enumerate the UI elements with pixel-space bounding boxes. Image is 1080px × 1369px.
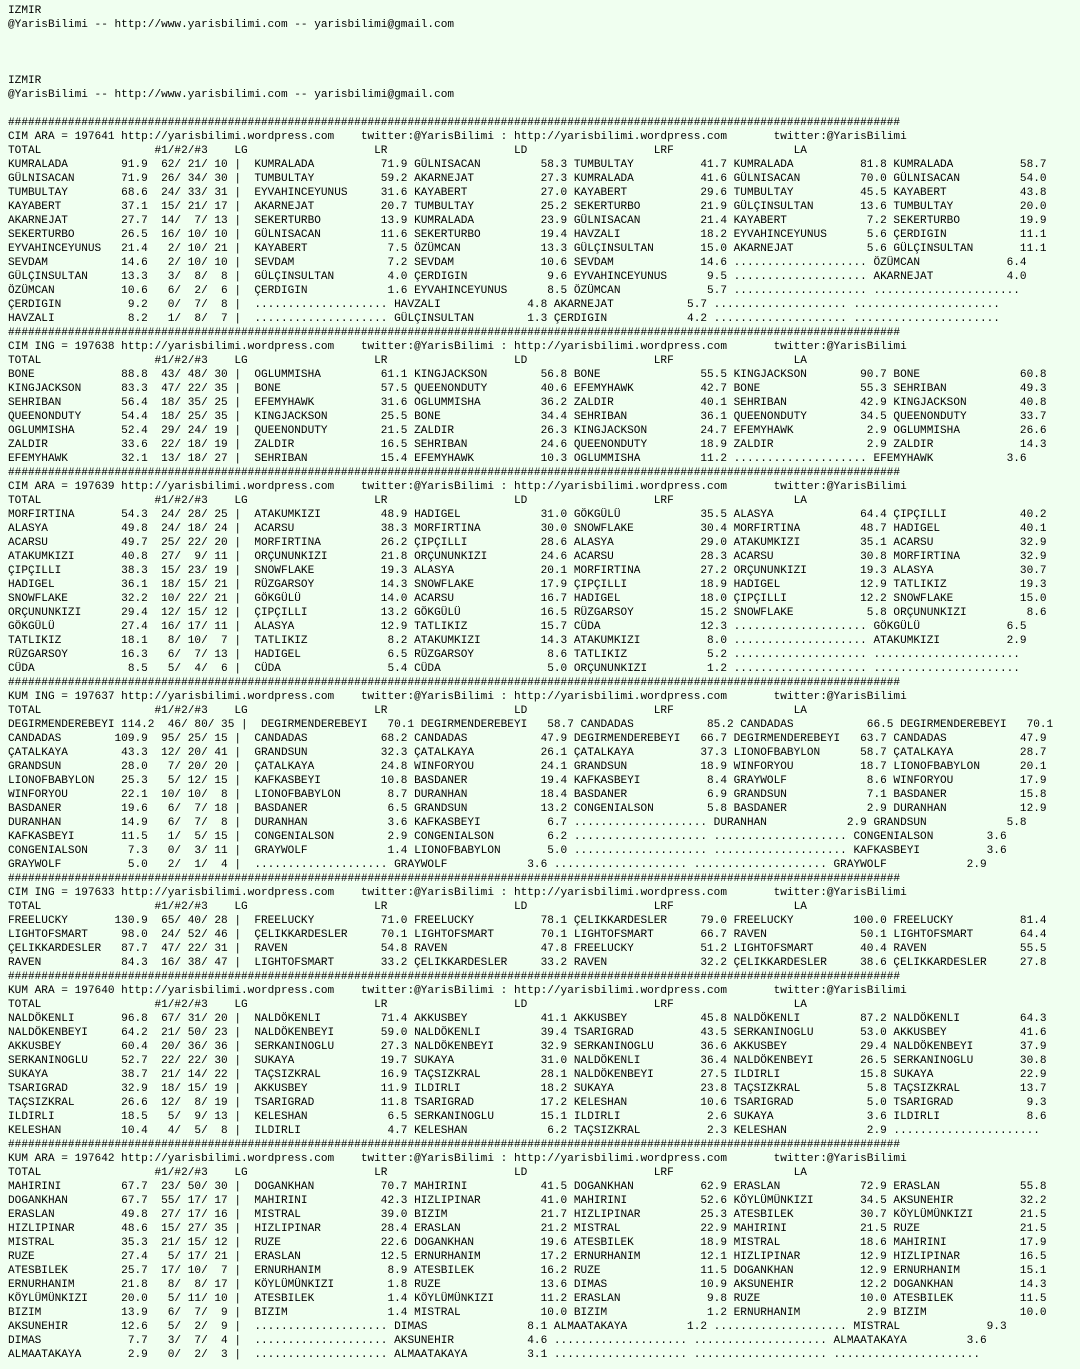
table-row: CÜDA 8.5 5/ 4/ 6 | CÜDA 5.4 CÜDA 5.0 ORÇUNUNKIZI 1.2 .................... ...................... [8,663,1020,675]
table-row: MAHIRINI 67.7 23/ 50/ 30 | DOGANKHAN 70.7 MAHIRINI 41.5 DOGANKHAN 62.9 ERASLAN 72.9 ERASLAN 55.8 [8,1181,1047,1193]
column-header-row: TOTAL #1/#2/#3 LG LR LD LRF LA [8,999,807,1011]
race-report-document [8,4,1053,1362]
table-row: ORÇUNUNKIZI 29.4 12/ 15/ 12 | ÇIPÇILLI 13.2 GÖKGÜLÜ 16.5 RÜZGARSOY 15.2 SNOWFLAKE 5.8 ORÇUNUNKIZI 8.6 [8,607,1047,619]
table-row: SEVDAM 14.6 2/ 10/ 10 | SEVDAM 7.2 SEVDAM 10.6 SEVDAM 14.6 .................... ÖZÜMCAN 6.4 [8,257,1027,269]
column-header-row: TOTAL #1/#2/#3 LG LR LD LRF LA [8,1167,807,1179]
table-row: KAFKASBEYI 11.5 1/ 5/ 15 | CONGENIALSON 2.9 CONGENIALSON 6.2 .................... .................... CONGENIALSON 3.6 [8,831,1007,843]
table-row: ÇERDIGIN 9.2 0/ 7/ 8 | .................... HAVZALI 4.8 AKARNEJAT 5.7 .................... ...................... [8,299,1000,311]
race-title: CIM ARA = 197639 http://yarisbilimi.wordpress.com twitter:@YarisBilimi : http://yarisbilimi.wordpress.com twitter:@YarisBilimi [8,481,907,493]
table-row: KAYABERT 37.1 15/ 21/ 17 | AKARNEJAT 20.7 TUMBULTAY 25.2 SEKERTURBO 21.9 GÜLÇINSULTAN 13.6 TUMBULTAY 20.0 [8,201,1047,213]
section-separator: ###################################################################################################################################### [8,971,901,983]
table-row: ÇIPÇILLI 38.3 15/ 23/ 19 | SNOWFLAKE 19.3 ALASYA 20.1 MORFIRTINA 27.2 ORÇUNUNKIZI 19.3 ALASYA 30.7 [8,565,1047,577]
table-row: NALDÖKENLI 96.8 67/ 31/ 20 | NALDÖKENLI 71.4 AKKUSBEY 41.1 AKKUSBEY 45.8 NALDÖKENLI 87.2 NALDÖKENLI 64.3 [8,1013,1047,1025]
table-row: NALDÖKENBEYI 64.2 21/ 50/ 23 | NALDÖKENBEYI 59.0 NALDÖKENLI 39.4 TSARIGRAD 43.5 SERKANINOGLU 53.0 AKKUSBEY 41.6 [8,1027,1047,1039]
table-row: TSARIGRAD 32.9 18/ 15/ 19 | AKKUSBEY 11.9 ILDIRLI 18.2 SUKAYA 23.8 TAÇSIZKRAL 5.8 TAÇSIZKRAL 13.7 [8,1083,1047,1095]
race-title: CIM ING = 197633 http://yarisbilimi.wordpress.com twitter:@YarisBilimi : http://yarisbilimi.wordpress.com twitter:@YarisBilimi [8,887,907,899]
table-row: CANDADAS 109.9 95/ 25/ 15 | CANDADAS 68.2 CANDADAS 47.9 DEGIRMENDEREBEYI 66.7 DEGIRMENDEREBEYI 63.7 CANDADAS 47.9 [8,733,1047,745]
column-header-row: TOTAL #1/#2/#3 LG LR LD LRF LA [8,355,807,367]
table-row: GÜLNISACAN 71.9 26/ 34/ 30 | TUMBULTAY 59.2 AKARNEJAT 27.3 KUMRALADA 41.6 GÜLNISACAN 70.0 GÜLNISACAN 54.0 [8,173,1047,185]
section-separator: ###################################################################################################################################### [8,467,901,479]
table-row: SEKERTURBO 26.5 16/ 10/ 10 | GÜLNISACAN 11.6 SEKERTURBO 19.4 HAVZALI 18.2 EYVAHINCEYUNUS 5.6 ÇERDIGIN 11.1 [8,229,1047,241]
section-separator: ###################################################################################################################################### [8,1139,901,1151]
table-row: EFEMYHAWK 32.1 13/ 18/ 27 | SEHRIBAN 15.4 EFEMYHAWK 10.3 OGLUMMISHA 11.2 .................... EFEMYHAWK 3.6 [8,453,1027,465]
column-header-row: TOTAL #1/#2/#3 LG LR LD LRF LA [8,901,807,913]
table-row: ALASYA 49.8 24/ 18/ 24 | ACARSU 38.3 MORFIRTINA 30.0 SNOWFLAKE 30.4 MORFIRTINA 48.7 HADIGEL 40.1 [8,523,1047,535]
table-row: DURANHAN 14.9 6/ 7/ 8 | DURANHAN 3.6 KAFKASBEYI 6.7 .................... DURANHAN 2.9 GRANDSUN 5.8 [8,817,1027,829]
column-header-row: TOTAL #1/#2/#3 LG LR LD LRF LA [8,495,807,507]
header-line [8,102,1053,116]
table-row: QUEENONDUTY 54.4 18/ 25/ 35 | KINGJACKSON 25.5 BONE 34.4 SEHRIBAN 36.1 QUEENONDUTY 34.5 QUEENONDUTY 33.7 [8,411,1047,423]
race-title: KUM ARA = 197640 http://yarisbilimi.wordpress.com twitter:@YarisBilimi : http://yarisbilimi.wordpress.com twitter:@YarisBilimi [8,985,907,997]
table-row: DOGANKHAN 67.7 55/ 17/ 17 | MAHIRINI 42.3 HIZLIPINAR 41.0 MAHIRINI 52.6 KÖYLÜMÜNKIZI 34.5 AKSUNEHIR 32.2 [8,1195,1047,1207]
table-row: WINFORYOU 22.1 10/ 10/ 8 | LIONOFBABYLON 8.7 DURANHAN 18.4 BASDANER 6.9 GRANDSUN 7.1 BASDANER 15.8 [8,789,1047,801]
header-line: IZMIR [8,5,42,17]
table-row: BIZIM 13.9 6/ 7/ 9 | BIZIM 1.4 MISTRAL 10.0 BIZIM 1.2 ERNURHANIM 2.9 BIZIM 10.0 [8,1307,1047,1319]
section-separator: ###################################################################################################################################### [8,327,901,339]
table-row: RUZE 27.4 5/ 17/ 21 | ERASLAN 12.5 ERNURHANIM 17.2 ERNURHANIM 12.1 HIZLIPINAR 12.9 HIZLIPINAR 16.5 [8,1251,1047,1263]
table-row: BASDANER 19.6 6/ 7/ 18 | BASDANER 6.5 GRANDSUN 13.2 CONGENIALSON 5.8 BASDANER 2.9 DURANHAN 12.9 [8,803,1047,815]
table-row: RÜZGARSOY 16.3 6/ 7/ 13 | HADIGEL 6.5 RÜZGARSOY 8.6 TATLIKIZ 5.2 .................... ...................... [8,649,1020,661]
table-row: BONE 88.8 43/ 48/ 30 | OGLUMMISHA 61.1 KINGJACKSON 56.8 BONE 55.5 KINGJACKSON 90.7 BONE 60.8 [8,369,1047,381]
table-row: KUMRALADA 91.9 62/ 21/ 10 | KUMRALADA 71.9 GÜLNISACAN 58.3 TUMBULTAY 41.7 KUMRALADA 81.8 KUMRALADA 58.7 [8,159,1047,171]
column-header-row: TOTAL #1/#2/#3 LG LR LD LRF LA [8,145,807,157]
table-row: ERASLAN 49.8 27/ 17/ 16 | MISTRAL 39.0 BIZIM 21.7 HIZLIPINAR 25.3 ATESBILEK 30.7 KÖYLÜMÜNKIZI 21.5 [8,1209,1047,1221]
table-row: GÖKGÜLÜ 27.4 16/ 17/ 11 | ALASYA 12.9 TATLIKIZ 15.7 CÜDA 12.3 .................... GÖKGÜLÜ 6.5 [8,621,1027,633]
section-separator: ###################################################################################################################################### [8,677,901,689]
table-row: FREELUCKY 130.9 65/ 40/ 28 | FREELUCKY 71.0 FREELUCKY 78.1 ÇELIKKARDESLER 79.0 FREELUCKY 100.0 FREELUCKY 81.4 [8,915,1047,927]
race-title: CIM ING = 197638 http://yarisbilimi.wordpress.com twitter:@YarisBilimi : http://yarisbilimi.wordpress.com twitter:@YarisBilimi [8,341,907,353]
table-row: OGLUMMISHA 52.4 29/ 24/ 19 | QUEENONDUTY 21.5 ZALDIR 26.3 KINGJACKSON 24.7 EFEMYHAWK 2.9 OGLUMMISHA 26.6 [8,425,1047,437]
table-row: ERNURHANIM 21.8 8/ 8/ 17 | KÖYLÜMÜNKIZI 1.8 RUZE 13.6 DIMAS 10.9 AKSUNEHIR 12.2 DOGANKHAN 14.3 [8,1279,1047,1291]
table-row: SNOWFLAKE 32.2 10/ 22/ 21 | GÖKGÜLÜ 14.0 ACARSU 16.7 HADIGEL 18.0 ÇIPÇILLI 12.2 SNOWFLAKE 15.0 [8,593,1047,605]
table-row: SUKAYA 38.7 21/ 14/ 22 | TAÇSIZKRAL 16.9 TAÇSIZKRAL 28.1 NALDÖKENBEYI 27.5 ILDIRLI 15.8 SUKAYA 22.9 [8,1069,1047,1081]
table-row: EYVAHINCEYUNUS 21.4 2/ 10/ 21 | KAYABERT 7.5 ÖZÜMCAN 13.3 GÜLÇINSULTAN 15.0 AKARNEJAT 5.6 GÜLÇINSULTAN 11.1 [8,243,1047,255]
table-row: TAÇSIZKRAL 26.6 12/ 8/ 19 | TSARIGRAD 11.8 TSARIGRAD 17.2 KELESHAN 10.6 TSARIGRAD 5.0 TSARIGRAD 9.3 [8,1097,1047,1109]
table-row: ZALDIR 33.6 22/ 18/ 19 | ZALDIR 16.5 SEHRIBAN 24.6 QUEENONDUTY 18.9 ZALDIR 2.9 ZALDIR 14.3 [8,439,1047,451]
section-separator: ###################################################################################################################################### [8,873,901,885]
table-row: ILDIRLI 18.5 5/ 9/ 13 | KELESHAN 6.5 SERKANINOGLU 15.1 ILDIRLI 2.6 SUKAYA 3.6 ILDIRLI 8.6 [8,1111,1047,1123]
table-row: ÖZÜMCAN 10.6 6/ 2/ 6 | ÇERDIGIN 1.6 EYVAHINCEYUNUS 8.5 ÖZÜMCAN 5.7 .................... ...................... [8,285,1020,297]
header-line [8,60,1053,74]
table-row: CONGENIALSON 7.3 0/ 3/ 11 | GRAYWOLF 1.4 LIONOFBABYLON 5.0 .................... .................... KAFKASBEYI 3.6 [8,845,1007,857]
race-title: CIM ARA = 197641 http://yarisbilimi.wordpress.com twitter:@YarisBilimi : http://yarisbilimi.wordpress.com twitter:@YarisBilimi [8,131,907,143]
table-row: AKARNEJAT 27.7 14/ 7/ 13 | SEKERTURBO 13.9 KUMRALADA 23.9 GÜLNISACAN 21.4 KAYABERT 7.2 SEKERTURBO 19.9 [8,215,1047,227]
section-separator: ###################################################################################################################################### [8,117,901,129]
header-line: IZMIR [8,75,42,87]
table-row: KINGJACKSON 83.3 47/ 22/ 35 | BONE 57.5 QUEENONDUTY 40.6 EFEMYHAWK 42.7 BONE 55.3 SEHRIBAN 49.3 [8,383,1047,395]
table-row: ACARSU 49.7 25/ 22/ 20 | MORFIRTINA 26.2 ÇIPÇILLI 28.6 ALASYA 29.0 ATAKUMKIZI 35.1 ACARSU 32.9 [8,537,1047,549]
header-line: @YarisBilimi -- http://www.yarisbilimi.com -- yarisbilimi@gmail.com [8,89,455,101]
table-row: ATAKUMKIZI 40.8 27/ 9/ 11 | ORÇUNUNKIZI 21.8 ORÇUNUNKIZI 24.6 ACARSU 28.3 ACARSU 30.8 MORFIRTINA 32.9 [8,551,1047,563]
table-row: MORFIRTINA 54.3 24/ 28/ 25 | ATAKUMKIZI 48.9 HADIGEL 31.0 GÖKGÜLÜ 35.5 ALASYA 64.4 ÇIPÇILLI 40.2 [8,509,1047,521]
header-line [8,46,1053,60]
table-row: TATLIKIZ 18.1 8/ 10/ 7 | TATLIKIZ 8.2 ATAKUMKIZI 14.3 ATAKUMKIZI 8.0 .................... ATAKUMKIZI 2.9 [8,635,1027,647]
table-row: ÇATALKAYA 43.3 12/ 20/ 41 | GRANDSUN 32.3 ÇATALKAYA 26.1 ÇATALKAYA 37.3 LIONOFBABYLON 58.7 ÇATALKAYA 28.7 [8,747,1047,759]
table-row: GRAYWOLF 5.0 2/ 1/ 4 | .................... GRAYWOLF 3.6 .................... .................... GRAYWOLF 2.9 [8,859,987,871]
table-row: DIMAS 7.7 3/ 7/ 4 | .................... AKSUNEHIR 4.6 .................... .................... ALMAATAKAYA 3.6 [8,1335,987,1347]
table-row: SERKANINOGLU 52.7 22/ 22/ 30 | SUKAYA 19.7 SUKAYA 31.0 NALDÖKENLI 36.4 NALDÖKENBEYI 26.5 SERKANINOGLU 30.8 [8,1055,1047,1067]
table-row: AKKUSBEY 60.4 20/ 36/ 36 | SERKANINOGLU 27.3 NALDÖKENBEYI 32.9 SERKANINOGLU 36.6 AKKUSBEY 29.4 NALDÖKENBEYI 37.9 [8,1041,1047,1053]
table-row: ÇELIKKARDESLER 87.7 47/ 22/ 31 | RAVEN 54.8 RAVEN 47.8 FREELUCKY 51.2 LIGHTOFSMART 40.4 RAVEN 55.5 [8,943,1047,955]
table-row: ALMAATAKAYA 2.9 0/ 2/ 3 | .................... ALMAATAKAYA 3.1 .................... .................... ...................... [8,1349,980,1361]
table-row: DEGIRMENDEREBEYI 114.2 46/ 80/ 35 | DEGIRMENDEREBEYI 70.1 DEGIRMENDEREBEYI 58.7 CANDADAS 85.2 CANDADAS 66.5 DEGIRMENDEREBEYI 70.1 [8,719,1054,731]
table-row: SEHRIBAN 56.4 18/ 35/ 25 | EFEMYHAWK 31.6 OGLUMMISHA 36.2 ZALDIR 40.1 SEHRIBAN 42.9 KINGJACKSON 40.8 [8,397,1047,409]
table-row: GRANDSUN 28.0 7/ 20/ 20 | ÇATALKAYA 24.8 WINFORYOU 24.1 GRANDSUN 18.9 WINFORYOU 18.7 LIONOFBABYLON 20.1 [8,761,1047,773]
race-title: KUM ING = 197637 http://yarisbilimi.wordpress.com twitter:@YarisBilimi : http://yarisbilimi.wordpress.com twitter:@YarisBilimi [8,691,907,703]
header-line: @YarisBilimi -- http://www.yarisbilimi.com -- yarisbilimi@gmail.com [8,19,455,31]
table-row: GÜLÇINSULTAN 13.3 3/ 8/ 8 | GÜLÇINSULTAN 4.0 ÇERDIGIN 9.6 EYVAHINCEYUNUS 9.5 .................... AKARNEJAT 4.0 [8,271,1027,283]
table-row: HIZLIPINAR 48.6 15/ 27/ 35 | HIZLIPINAR 28.4 ERASLAN 21.2 MISTRAL 22.9 MAHIRINI 21.5 RUZE 21.5 [8,1223,1047,1235]
table-row: TUMBULTAY 68.6 24/ 33/ 31 | EYVAHINCEYUNUS 31.6 KAYABERT 27.0 KAYABERT 29.6 TUMBULTAY 45.5 KAYABERT 43.8 [8,187,1047,199]
table-row: HADIGEL 36.1 18/ 15/ 21 | RÜZGARSOY 14.3 SNOWFLAKE 17.9 ÇIPÇILLI 18.9 HADIGEL 12.9 TATLIKIZ 19.3 [8,579,1047,591]
table-row: HAVZALI 8.2 1/ 8/ 7 | .................... GÜLÇINSULTAN 1.3 ÇERDIGIN 4.2 .................... ...................... [8,313,1000,325]
table-row: LIGHTOFSMART 98.0 24/ 52/ 46 | ÇELIKKARDESLER 70.1 LIGHTOFSMART 70.1 LIGHTOFSMART 66.7 RAVEN 50.1 LIGHTOFSMART 64.4 [8,929,1047,941]
table-row: ATESBILEK 25.7 17/ 10/ 7 | ERNURHANIM 8.9 ATESBILEK 16.2 RUZE 11.5 DOGANKHAN 12.9 ERNURHANIM 15.1 [8,1265,1047,1277]
column-header-row: TOTAL #1/#2/#3 LG LR LD LRF LA [8,705,807,717]
table-row: KÖYLÜMÜNKIZI 20.0 5/ 11/ 10 | ATESBILEK 1.4 KÖYLÜMÜNKIZI 11.2 ERASLAN 9.8 RUZE 10.0 ATESBILEK 11.5 [8,1293,1047,1305]
table-row: MISTRAL 35.3 21/ 15/ 12 | RUZE 22.6 DOGANKHAN 19.6 ATESBILEK 18.9 MISTRAL 18.6 MAHIRINI 17.9 [8,1237,1047,1249]
table-row: KELESHAN 10.4 4/ 5/ 8 | ILDIRLI 4.7 KELESHAN 6.2 TAÇSIZKRAL 2.3 KELESHAN 2.9 ...................... [8,1125,1040,1137]
table-row: RAVEN 84.3 16/ 38/ 47 | LIGHTOFSMART 33.2 ÇELIKKARDESLER 33.2 RAVEN 32.2 ÇELIKKARDESLER 38.6 ÇELIKKARDESLER 27.8 [8,957,1047,969]
table-row: AKSUNEHIR 12.6 5/ 2/ 9 | .................... DIMAS 8.1 ALMAATAKAYA 1.2 .................... MISTRAL 9.3 [8,1321,1007,1333]
header-line [8,32,1053,46]
race-title: KUM ARA = 197642 http://yarisbilimi.wordpress.com twitter:@YarisBilimi : http://yarisbilimi.wordpress.com twitter:@YarisBilimi [8,1153,907,1165]
table-row: LIONOFBABYLON 25.3 5/ 12/ 15 | KAFKASBEYI 10.8 BASDANER 19.4 KAFKASBEYI 8.4 GRAYWOLF 8.6 WINFORYOU 17.9 [8,775,1047,787]
